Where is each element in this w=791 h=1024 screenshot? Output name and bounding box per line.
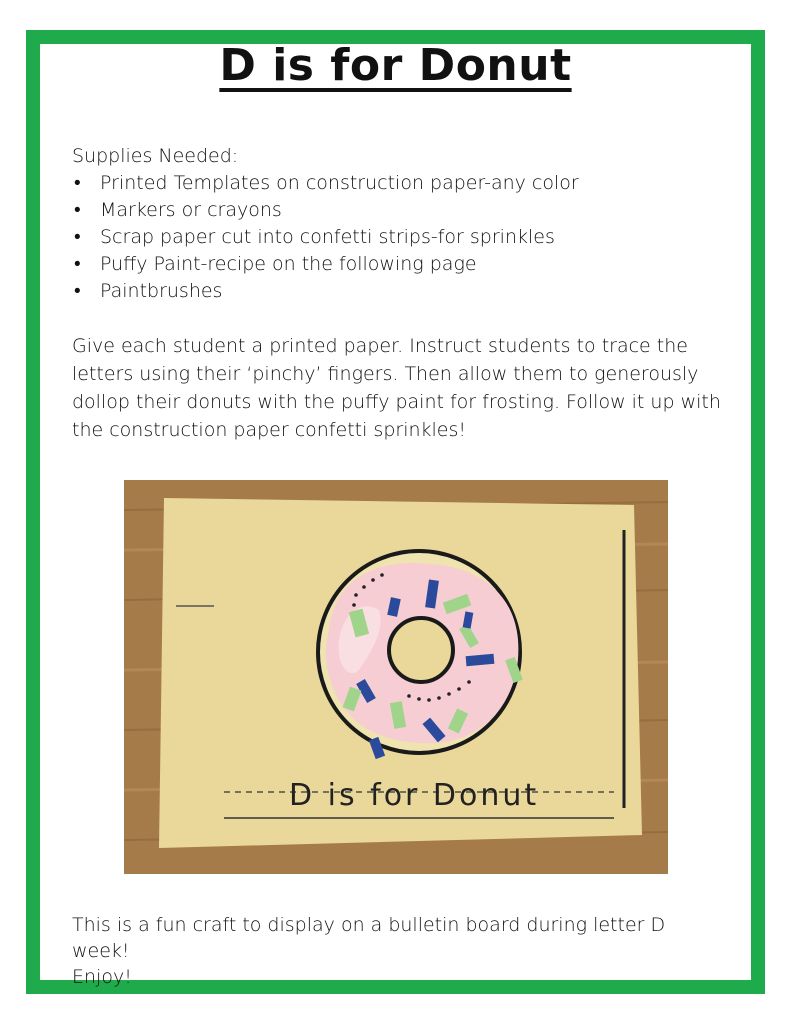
list-item: • Markers or crayons (74, 199, 282, 221)
supplies-heading: Supplies Needed: (72, 145, 239, 167)
craft-photo (124, 480, 668, 874)
closing-section (72, 912, 712, 990)
closing-line: This is a fun craft to display on a bulletin board during letter D week! (72, 914, 666, 962)
list-item: • Scrap paper cut into confetti strips-for sprinkles (74, 226, 555, 248)
list-item: • Printed Templates on construction paper-any color (74, 172, 579, 194)
supplies-list (72, 170, 722, 305)
list-item: • Paintbrushes (74, 280, 223, 302)
closing-enjoy: Enjoy! (72, 966, 132, 988)
list-item: • Puffy Paint-recipe on the following page (74, 253, 477, 275)
donut-craft-illustration (124, 480, 668, 874)
supplies-section (72, 143, 722, 305)
craft-caption: D is for Donut (289, 778, 540, 813)
page-title: D is for Donut (219, 40, 572, 91)
instructions-paragraph: Give each student a printed paper. Instruct students to trace the letters using their ‘pinchy’ fingers. Then allow them to generously dollop their donuts with the puffy paint for frosting. Follow it up with the construction paper confetti sprinkles! (72, 335, 721, 441)
